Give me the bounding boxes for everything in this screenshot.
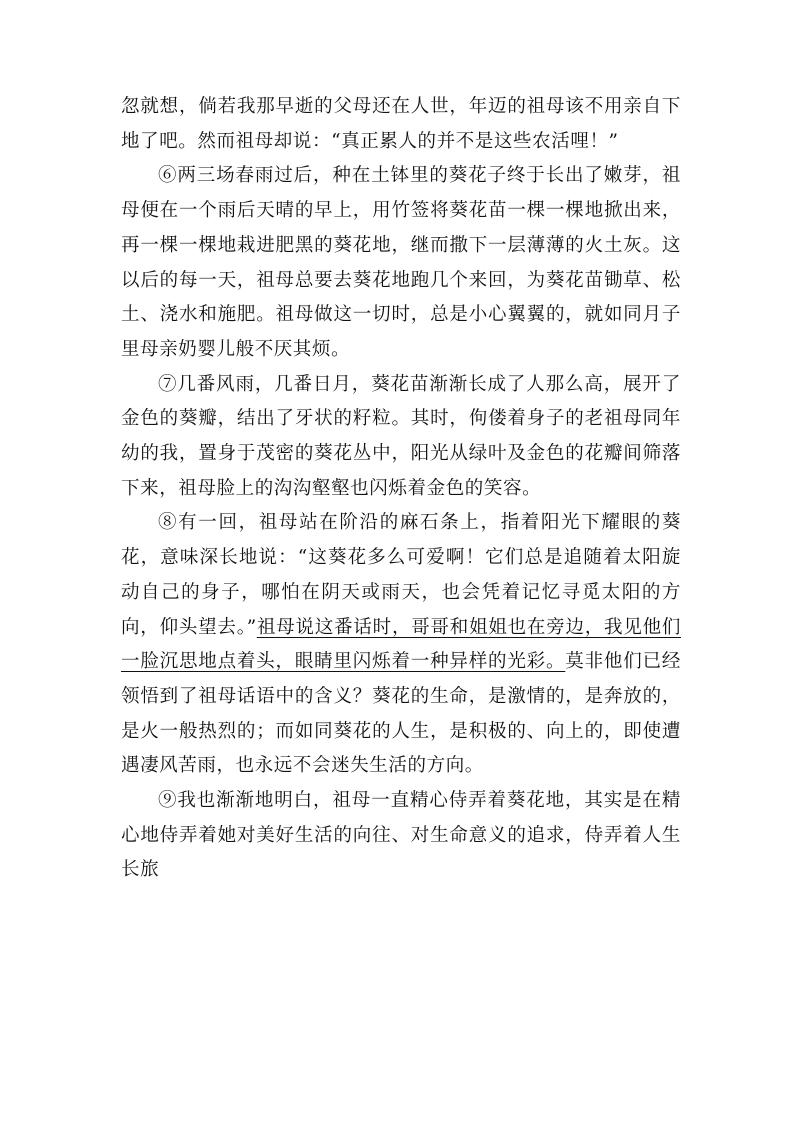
paragraph-text: ⑧有一回，祖母站在阶沿的麻石条上，指着阳光下耀眼的葵花，意味深长地说：“这葵花多么可爱啊！它们总是追随着太阳旋动自己的身子，哪怕在阴天或雨天，也会凭着记忆寻觅太阳的方向，仰头望去。” [121, 512, 681, 638]
paragraph-text: 忽就想，倘若我那早逝的父母还在人世，年迈的祖母该不用亲自下地了吧。然而祖母却说：“真正累人的并不是这些农活哩！” [121, 96, 681, 152]
paragraph-text: ⑦几番风雨，几番日月，葵花苗渐渐长成了人那么高，展开了金色的葵瓣，结出了牙状的籽粒。其时，佝偻着身子的老祖母同年幼的我，置身于茂密的葵花丛中，阳光从绿叶及金色的花瓣间筛落下来，祖母脸上的沟沟壑壑也闪烁着金色的笑容。 [121, 373, 681, 499]
essay-text [121, 90, 681, 888]
paragraph-5-continued [121, 90, 681, 159]
paragraph-6 [121, 159, 681, 367]
paragraph-7 [121, 368, 681, 507]
paragraph-8 [121, 506, 681, 784]
paragraph-text: ⑥两三场春雨过后，种在土钵里的葵花子终于长出了嫩芽，祖母便在一个雨后天晴的早上，用竹签将葵花苗一棵一棵地掀出来，再一棵一棵地栽进肥黑的葵花地，继而撒下一层薄薄的火土灰。这以后的每一天，祖母总要去葵花地跑几个来回，为葵花苗锄草、松土、浇水和施肥。祖母做这一切时，总是小心翼翼的，就如同月子里母亲奶婴儿般不厌其烦。 [121, 165, 681, 360]
paragraph-text: ⑨我也渐渐地明白，祖母一直精心侍弄着葵花地，其实是在精心地侍弄着她对美好生活的向往、对生命意义的追求，侍弄着人生长旅 [121, 790, 681, 881]
underlined-sentence: 祖母说这番话时，哥哥和姐姐也在旁边，我见他们一脸沉思地点着头，眼睛里闪烁着一种异样的光彩。 [121, 616, 682, 673]
paragraph-9 [121, 784, 681, 888]
paragraph-text: 莫非他们已经领悟到了祖母话语中的含义？葵花的生命，是激情的，是奔放的，是火一般热烈的；而如同葵花的人生，是积极的、向上的，即使遭遇凄风苦雨，也永远不会迷失生活的方向。 [121, 651, 681, 777]
